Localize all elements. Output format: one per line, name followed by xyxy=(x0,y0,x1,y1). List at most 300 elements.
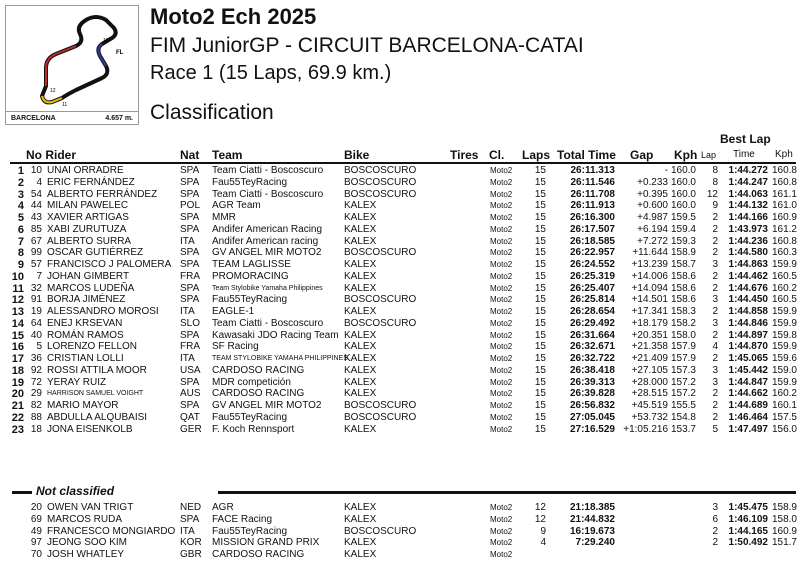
bike-make: KALEX xyxy=(344,537,377,549)
nationality: NED xyxy=(180,502,202,513)
position: 20 xyxy=(11,388,24,401)
bike-make: BOSCOSCURO xyxy=(344,188,417,200)
position: 8 xyxy=(17,247,24,260)
team-name: EAGLE-1 xyxy=(212,306,255,317)
gap: +45.519 xyxy=(631,400,668,411)
best-lap-number: 2 xyxy=(712,400,718,411)
rider-number: 10 xyxy=(30,165,42,176)
nationality: FRA xyxy=(180,341,200,353)
gap: +4.987 xyxy=(637,212,668,223)
nationality: SPA xyxy=(180,294,200,306)
total-time: 26:22.957 xyxy=(569,247,615,259)
laps: 15 xyxy=(534,200,546,212)
rider-number: 91 xyxy=(30,294,42,306)
best-lap-time: 1:44.847 xyxy=(728,376,768,388)
team-name: MDR competición xyxy=(212,376,291,388)
team-name: Fau55TeyRacing xyxy=(212,411,288,423)
team-name: Team Ciatti - Boscoscuro xyxy=(212,188,324,200)
best-lap-number: 3 xyxy=(712,294,718,306)
rider-name: XAVIER ARTIGAS xyxy=(47,212,129,223)
rider-name: LORENZO FELLON xyxy=(47,341,138,353)
rider-name: XABI ZURUTUZA xyxy=(47,223,127,235)
col-no-rider: No Rider xyxy=(26,148,77,162)
laps: 15 xyxy=(534,329,546,341)
class: Moto2 xyxy=(490,330,513,340)
col-total-time: Total Time xyxy=(557,148,616,162)
best-lap-number: 6 xyxy=(712,513,718,525)
best-lap-number: 4 xyxy=(712,341,718,353)
class: Moto2 xyxy=(490,177,513,187)
team-name: MISSION GRAND PRIX xyxy=(212,537,320,549)
laps: 15 xyxy=(534,223,546,235)
rider-number: 32 xyxy=(30,282,42,294)
class: Moto2 xyxy=(490,550,513,559)
class: Moto2 xyxy=(490,526,513,536)
best-lap-time: 1:50.492 xyxy=(728,537,768,549)
table-row xyxy=(0,537,800,549)
rider-number: 57 xyxy=(30,259,42,270)
nationality: SPA xyxy=(180,188,200,200)
best-lap-speed: 159.9 xyxy=(771,376,797,388)
bike-make: BOSCOSCURO xyxy=(344,247,417,259)
class: Moto2 xyxy=(490,389,513,399)
avg-speed: 160.0 xyxy=(670,165,696,176)
best-lap-speed: 160.2 xyxy=(771,388,797,400)
class: Moto2 xyxy=(490,295,513,305)
rider-name: ALBERTO FERRÁNDEZ xyxy=(47,188,158,200)
team-name: Andifer American racing xyxy=(212,235,319,247)
gap: +17.341 xyxy=(631,306,668,317)
nationality: SPA xyxy=(180,376,200,388)
rider-name: MARCOS LUDEÑA xyxy=(47,282,135,294)
best-lap-speed: 159.0 xyxy=(771,364,797,376)
bike-make: KALEX xyxy=(344,364,377,376)
laps: 15 xyxy=(534,411,546,423)
total-time: 26:31.664 xyxy=(569,329,615,341)
rider-name: YERAY RUIZ xyxy=(47,376,107,388)
class: Moto2 xyxy=(490,283,513,293)
col-team: Team xyxy=(212,148,243,162)
class: Moto2 xyxy=(490,260,513,269)
avg-speed: 154.8 xyxy=(670,411,696,423)
col-laps: Laps xyxy=(522,148,551,162)
best-lap-speed: 159.9 xyxy=(771,306,797,317)
nationality: SPA xyxy=(180,400,200,411)
team-name: Team Ciatti - Boscoscuro xyxy=(212,165,324,176)
best-lap-number: 3 xyxy=(712,259,718,270)
position: 5 xyxy=(17,212,24,224)
class: Moto2 xyxy=(490,354,513,363)
best-lap-speed: 160.3 xyxy=(771,247,797,259)
laps: 12 xyxy=(534,513,546,525)
gap: +21.358 xyxy=(631,341,668,353)
nationality: SPA xyxy=(180,165,200,176)
best-lap-speed: 160.5 xyxy=(771,270,797,282)
class: Moto2 xyxy=(490,271,513,281)
rider-number: 18 xyxy=(30,423,42,435)
best-lap-number: 3 xyxy=(712,502,718,513)
table-row xyxy=(0,502,800,514)
team-name: Fau55TeyRacing xyxy=(212,525,288,537)
laps: 15 xyxy=(534,294,546,306)
team-name: F. Koch Rennsport xyxy=(212,423,295,435)
total-time: 26:39.313 xyxy=(569,376,615,388)
best-lap-speed: 161.0 xyxy=(771,200,797,212)
best-lap-number: 2 xyxy=(712,223,718,235)
map-turn-label: 12 xyxy=(50,88,56,94)
best-lap-time: 1:44.662 xyxy=(728,388,768,400)
table-row xyxy=(0,388,800,400)
team-name: Fau55TeyRacing xyxy=(212,176,288,188)
nationality: ITA xyxy=(180,525,195,537)
best-lap-speed: 160.9 xyxy=(771,212,797,223)
best-lap-time: 1:44.897 xyxy=(728,329,768,341)
rider-number: 97 xyxy=(30,537,42,549)
gap: +11.644 xyxy=(632,247,668,259)
best-lap-speed: 156.0 xyxy=(771,423,797,435)
rider-number: 82 xyxy=(30,400,42,411)
class: Moto2 xyxy=(490,224,513,234)
rider-number: 44 xyxy=(30,200,42,212)
rider-number: 54 xyxy=(30,188,42,200)
rider-number: 7 xyxy=(36,270,42,282)
map-turn-label: 13 xyxy=(103,38,109,44)
class: Moto2 xyxy=(490,201,513,211)
best-lap-speed: 160.8 xyxy=(771,176,797,188)
best-lap-time: 1:46.109 xyxy=(728,513,768,525)
gap: +0.600 xyxy=(637,200,668,212)
best-lap-number: 3 xyxy=(712,364,718,376)
col-best-lap: Best Lap xyxy=(720,132,771,146)
avg-speed: 159.3 xyxy=(670,235,696,247)
gap: +6.194 xyxy=(637,223,668,235)
laps: 15 xyxy=(534,317,546,329)
team-name: CARDOSO RACING xyxy=(212,364,305,376)
gap: +53.732 xyxy=(631,411,668,423)
team-name: CARDOSO RACING xyxy=(212,549,305,560)
best-lap-number: 2 xyxy=(712,411,718,423)
nationality: FRA xyxy=(180,270,200,282)
class: Moto2 xyxy=(490,189,513,199)
position: 4 xyxy=(17,200,24,213)
bike-make: KALEX xyxy=(344,329,377,341)
avg-speed: 157.9 xyxy=(670,341,696,353)
bike-make: BOSCOSCURO xyxy=(344,400,417,411)
table-row xyxy=(0,189,800,201)
laps: 15 xyxy=(534,306,546,317)
avg-speed: 158.6 xyxy=(670,282,696,294)
rider-name: ALESSANDRO MOROSI xyxy=(47,306,159,317)
best-lap-number: 2 xyxy=(712,212,718,223)
total-time: 7:29.240 xyxy=(575,537,615,549)
nationality: ITA xyxy=(180,353,195,364)
nationality: KOR xyxy=(180,537,202,549)
rider-number: 4 xyxy=(36,176,42,188)
best-lap-speed: 160.2 xyxy=(771,282,797,294)
best-lap-number: 2 xyxy=(712,247,718,259)
class: Moto2 xyxy=(490,401,513,410)
best-lap-number: 8 xyxy=(712,176,718,188)
total-time: 21:44.832 xyxy=(569,513,615,525)
gap: +13.239 xyxy=(631,259,668,270)
best-lap-time: 1:44.166 xyxy=(728,212,768,223)
table-header xyxy=(0,130,800,164)
bike-make: KALEX xyxy=(344,212,377,223)
best-lap-speed: 160.9 xyxy=(771,525,797,537)
gap: +14.501 xyxy=(631,294,668,306)
gap: +21.409 xyxy=(631,353,668,364)
best-lap-speed: 160.1 xyxy=(771,400,797,411)
table-row xyxy=(0,400,800,412)
rider-number: 64 xyxy=(30,317,42,329)
table-row xyxy=(0,306,800,318)
nationality: GBR xyxy=(180,549,202,560)
laps: 15 xyxy=(534,176,546,188)
bike-make: BOSCOSCURO xyxy=(344,176,417,188)
gap: - xyxy=(664,165,668,176)
rider-name: JONA EISENKOLB xyxy=(47,423,133,435)
nationality: SPA xyxy=(180,223,200,235)
rider-number: 67 xyxy=(30,235,42,247)
best-lap-number: 2 xyxy=(712,388,718,400)
table-row xyxy=(0,330,800,342)
col-tires: Tires xyxy=(450,148,479,162)
col-time: Time xyxy=(733,149,755,160)
best-lap-time: 1:44.676 xyxy=(728,282,768,294)
table-row xyxy=(0,526,800,538)
total-time: 26:32.671 xyxy=(569,341,615,353)
total-time: 26:32.722 xyxy=(569,353,615,364)
position: 7 xyxy=(17,235,24,248)
table-row xyxy=(0,224,800,236)
rider-number: 40 xyxy=(30,329,42,341)
class: Moto2 xyxy=(490,236,513,246)
total-time: 26:25.814 xyxy=(569,294,615,306)
nationality: SPA xyxy=(180,513,200,525)
total-time: 26:56.832 xyxy=(569,400,615,411)
team-name: TEAM STYLOBIKE YAMAHA PHILIPPINES xyxy=(212,355,348,362)
total-time: 26:11.913 xyxy=(570,200,615,212)
gap: +0.233 xyxy=(637,176,668,188)
col-cl: Cl. xyxy=(489,148,505,162)
class: Moto2 xyxy=(490,538,513,548)
class: Moto2 xyxy=(490,213,513,222)
bike-make: KALEX xyxy=(344,353,377,364)
best-lap-speed: 160.5 xyxy=(771,294,797,306)
best-lap-time: 1:44.846 xyxy=(728,317,768,329)
table-row xyxy=(0,236,800,248)
laps: 15 xyxy=(534,353,546,364)
class: Moto2 xyxy=(490,377,513,387)
avg-speed: 157.2 xyxy=(670,388,696,400)
rider-name: MARIO MAYOR xyxy=(47,400,119,411)
best-lap-speed: 159.9 xyxy=(771,259,797,270)
rider-number: 69 xyxy=(30,513,42,525)
avg-speed: 158.7 xyxy=(670,259,696,270)
best-lap-time: 1:45.442 xyxy=(728,364,768,376)
best-lap-speed: 159.8 xyxy=(771,329,797,341)
best-lap-time: 1:43.973 xyxy=(728,223,768,235)
avg-speed: 158.3 xyxy=(670,306,696,317)
total-time: 27:16.529 xyxy=(569,423,615,435)
best-lap-speed: 159.6 xyxy=(771,353,797,364)
championship-title: FIM JuniorGP - CIRCUIT BARCELONA-CATAI xyxy=(150,34,584,57)
bike-make: KALEX xyxy=(344,306,377,317)
rider-name: CRISTIAN LOLLI xyxy=(47,353,124,364)
rider-number: 43 xyxy=(30,212,42,223)
col-nat: Nat xyxy=(180,148,200,162)
best-lap-speed: 158.0 xyxy=(771,513,797,525)
bike-make: KALEX xyxy=(344,270,377,282)
position: 23 xyxy=(11,423,24,436)
table-row xyxy=(0,294,800,306)
page-title: Moto2 Ech 2025 xyxy=(150,4,317,29)
team-name: Team Stylobike Yamaha Philippines xyxy=(212,284,323,292)
class: Moto2 xyxy=(490,514,513,524)
nationality: SPA xyxy=(180,247,200,259)
best-lap-number: 2 xyxy=(712,235,718,247)
total-time: 16:19.673 xyxy=(569,525,615,537)
best-lap-speed: 158.9 xyxy=(771,502,797,513)
laps: 15 xyxy=(534,235,546,247)
laps: 15 xyxy=(534,259,546,270)
best-lap-speed: 157.5 xyxy=(771,411,797,423)
avg-speed: 158.6 xyxy=(670,294,696,306)
best-lap-time: 1:44.870 xyxy=(728,341,768,353)
bike-make: KALEX xyxy=(344,259,377,270)
team-name: GV ANGEL MIR MOTO2 xyxy=(212,400,322,411)
laps: 15 xyxy=(534,188,546,200)
position: 13 xyxy=(11,306,24,318)
rider-name: JOHAN GIMBERT xyxy=(47,270,130,282)
best-lap-number: 2 xyxy=(712,537,718,549)
table-row xyxy=(0,514,800,526)
position: 19 xyxy=(11,376,24,389)
table-row xyxy=(0,259,800,271)
avg-speed: 157.9 xyxy=(670,353,696,364)
best-lap-number: 8 xyxy=(712,165,718,176)
best-lap-number: 2 xyxy=(712,282,718,294)
gap: +18.179 xyxy=(631,317,668,329)
class: Moto2 xyxy=(490,503,513,512)
total-time: 26:24.552 xyxy=(569,259,615,270)
best-lap-time: 1:44.580 xyxy=(728,247,768,259)
team-name: Fau55TeyRacing xyxy=(212,294,288,306)
position: 21 xyxy=(11,400,24,412)
nationality: SPA xyxy=(180,329,200,341)
rider-name: JEONG SOO KIM xyxy=(47,537,128,549)
col-kph: Kph xyxy=(674,148,698,162)
rider-number: 49 xyxy=(30,525,42,537)
gap: +20.351 xyxy=(631,329,668,341)
bike-make: KALEX xyxy=(344,341,377,353)
bike-make: BOSCOSCURO xyxy=(344,165,417,176)
team-name: CARDOSO RACING xyxy=(212,388,305,400)
avg-speed: 158.9 xyxy=(670,247,696,259)
team-name: GV ANGEL MIR MOTO2 xyxy=(212,247,322,259)
avg-speed: 160.0 xyxy=(670,200,696,212)
rider-name: MARCOS RUDA xyxy=(47,513,123,525)
best-lap-number: 9 xyxy=(712,200,718,212)
avg-speed: 157.2 xyxy=(670,376,696,388)
table-row xyxy=(0,177,800,189)
divider-bar xyxy=(12,491,32,494)
total-time: 26:18.585 xyxy=(569,235,615,247)
bike-make: KALEX xyxy=(344,376,377,388)
position: 10 xyxy=(11,270,24,283)
total-time: 26:16.300 xyxy=(569,212,615,223)
best-lap-number: 2 xyxy=(712,353,718,364)
laps: 4 xyxy=(540,537,546,549)
team-name: Andifer American Racing xyxy=(212,223,323,235)
race-title: Race 1 (15 Laps, 69.9 km.) xyxy=(150,62,392,84)
rider-name: ENEJ KRSEVAN xyxy=(47,317,123,329)
best-lap-number: 2 xyxy=(712,270,718,282)
bike-make: KALEX xyxy=(344,223,377,235)
rider-number: 85 xyxy=(30,223,42,235)
map-finish-label: FL xyxy=(116,50,124,56)
best-lap-time: 1:46.464 xyxy=(728,411,768,423)
rider-name: ROMÁN RAMOS xyxy=(47,329,124,341)
nationality: SLO xyxy=(180,317,201,329)
laps: 15 xyxy=(534,376,546,388)
table-row xyxy=(0,200,800,212)
laps: 15 xyxy=(534,388,546,400)
position: 9 xyxy=(17,259,24,271)
best-lap-speed: 161.2 xyxy=(771,223,797,235)
total-time: 26:39.828 xyxy=(569,388,615,400)
best-lap-number: 2 xyxy=(712,525,718,537)
total-time: 26:11.313 xyxy=(570,165,615,176)
avg-speed: 159.5 xyxy=(670,212,696,223)
divider-bar xyxy=(218,491,796,494)
avg-speed: 160.0 xyxy=(670,188,696,200)
table-row xyxy=(0,412,800,424)
best-lap-number: 2 xyxy=(712,329,718,341)
rider-name: HARRISON SAMUEL VOIGHT xyxy=(47,390,144,398)
best-lap-speed: 151.7 xyxy=(771,537,797,549)
laps: 12 xyxy=(534,502,546,513)
map-caption xyxy=(6,111,138,124)
total-time: 26:11.546 xyxy=(570,176,615,188)
col-lap: Lap xyxy=(701,150,717,160)
class: Moto2 xyxy=(490,365,513,375)
avg-speed: 158.2 xyxy=(670,317,696,329)
nationality: SPA xyxy=(180,259,200,270)
circuit-name: BARCELONA xyxy=(11,114,56,122)
bike-make: BOSCOSCURO xyxy=(344,317,417,329)
not-classified-header xyxy=(0,484,800,498)
team-name: SF Racing xyxy=(212,341,259,353)
table-row xyxy=(0,212,800,224)
not-classified-label: Not classified xyxy=(36,484,115,498)
rider-number: 29 xyxy=(30,388,42,400)
rider-name: ALBERTO SURRA xyxy=(47,235,132,247)
laps: 15 xyxy=(534,400,546,411)
class: Moto2 xyxy=(490,318,513,328)
class: Moto2 xyxy=(490,424,513,434)
col-gap: Gap xyxy=(630,148,654,162)
best-lap-time: 1:44.863 xyxy=(728,259,768,270)
table-row xyxy=(0,377,800,389)
rider-name: OWEN VAN TRIGT xyxy=(47,502,134,513)
rider-number: 5 xyxy=(36,341,42,353)
team-name: AGR Team xyxy=(212,200,261,212)
team-name: PROMORACING xyxy=(212,270,289,282)
avg-speed: 155.5 xyxy=(670,400,696,411)
team-name: Team Ciatti - Boscoscuro xyxy=(212,317,324,329)
gap: +28.515 xyxy=(631,388,668,400)
